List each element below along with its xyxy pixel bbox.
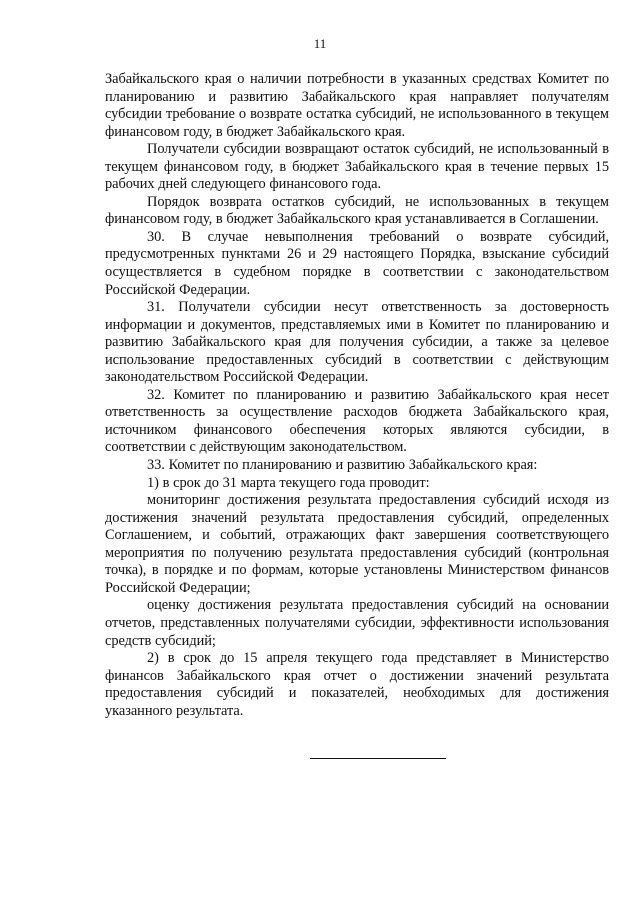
paragraph-refund-procedure: Порядок возврата остатков субсидий, не использованных в текущем финансовом году, в бюджет Забайкальского края устанавливается в Соглашении.	[105, 193, 609, 228]
paragraph-clause-32: 32. Комитет по планированию и развитию Забайкальского края несет ответственность за осуществление расходов бюджета Забайкальского края, источником финансового обеспечения которых являются субсидии, в соответствии с действующим законодательством.	[105, 386, 609, 456]
paragraph-clause-31: 31. Получатели субсидии несут ответственность за достоверность информации и документов, представляемых ими в Комитет по планированию и развитию Забайкальского края для получения субсидии, а также за целевое использование предоставленных субсидий в соответствии с действующим законодательством Российской Федерации.	[105, 299, 609, 386]
page-number: 11	[313, 36, 327, 51]
paragraph-continuation: Забайкальского края о наличии потребности в указанных средствах Комитет по планированию и развитию Забайкальского края направляет получателям субсидии требование о возврате остатка субсидий, не использованного в текущем финансовом году, в бюджет Забайкальского края.	[105, 71, 609, 140]
document-body	[105, 71, 609, 720]
paragraph-clause-33: 33. Комитет по планированию и развитию Забайкальского края:	[147, 457, 538, 474]
paragraph-clause-33-item-1: 1) в срок до 31 марта текущего года проводит:	[147, 474, 430, 491]
paragraph-monitoring: мониторинг достижения результата предоставления субсидий исходя из достижения значений результата предоставления субсидий, определенных Соглашением, и событий, отражающих факт завершения соответствующего мероприятия по получению результата предоставления субсидий (контрольная точка), в порядке и по формам, которые установлены Министерством финансов Российской Федерации;	[105, 492, 609, 596]
paragraph-clause-30: 30. В случае невыполнения требований о возврате субсидий, предусмотренных пунктами 26 и 29 настоящего Порядка, взыскание субсидий осуществляется в судебном порядке в соответствии с законодательством Российской Федерации.	[105, 228, 609, 298]
end-divider-line	[310, 758, 446, 759]
paragraph-evaluation: оценку достижения результата предоставления субсидий на основании отчетов, представленных получателями субсидии, эффективности использования средств субсидий;	[105, 597, 609, 649]
paragraph-clause-33-item-2: 2) в срок до 15 апреля текущего года представляет в Министерство финансов Забайкальского края отчет о достижении значений результата предоставления субсидий и показателей, необходимых для достижения указанного результата.	[105, 650, 609, 719]
paragraph-refund-recipients: Получатели субсидии возвращают остаток субсидий, не использованный в текущем финансовом году, в бюджет Забайкальского края в течение первых 15 рабочих дней следующего финансового года.	[105, 141, 609, 193]
